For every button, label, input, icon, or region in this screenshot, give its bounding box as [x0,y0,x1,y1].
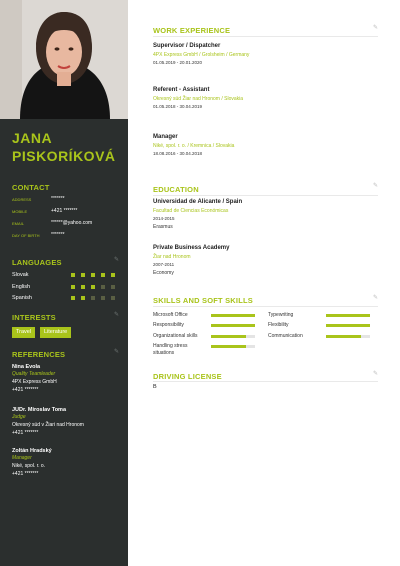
reference-phone: +421 ******* [12,387,39,393]
level-dot [101,285,105,289]
reference-item [12,363,122,394]
level-dot [91,273,95,277]
job-dates: 01.05.2019 - 20.01.2020 [153,60,203,65]
edit-pencil-icon[interactable]: ✎ [373,295,379,301]
contact-value: ******* [51,232,65,238]
job-title: Referent - Assistant [153,87,210,93]
job-dates: 01.05.2018 - 30.04.2019 [153,104,203,109]
edit-pencil-icon[interactable]: ✎ [114,257,120,263]
section-divider [153,195,378,196]
contact-value: ******@yahoo.com [51,220,93,226]
school-dates: 2007-2011 [153,262,175,267]
education-entry [153,198,373,232]
level-dot [101,296,105,300]
level-dot [111,296,115,300]
contact-heading: CONTACT [12,183,50,192]
language-name: English [12,284,31,290]
reference-name: Zoltán Hradský [12,448,52,454]
contact-label: DAY OF BIRTH [12,233,40,238]
school-field: Economy [153,270,174,276]
section-divider [153,381,378,382]
school-field: Erasmus [153,224,173,230]
profile-photo [0,0,128,119]
first-name: JANA [12,130,53,146]
last-name: PISKORÍKOVÁ [12,148,116,164]
skills-heading: SKILLS AND SOFT SKILLS [153,296,253,305]
reference-role: Manager [12,455,32,461]
reference-company: Okresný súd v Žiari nad Hronom [12,422,84,428]
contact-value: ******* [51,196,65,202]
reference-item [12,406,122,437]
level-dot [91,296,95,300]
skill-name: Organizational skills [153,333,198,339]
work-entry [153,133,373,158]
level-dot [71,296,75,300]
contact-email [12,220,122,230]
job-company: Okresný súd Žiar nad Hronom / Slovakia [153,96,244,102]
school-name: Facultad de Ciencias Económicas [153,208,229,214]
education-heading: EDUCATION [153,185,199,194]
skill-name: Communication [268,333,303,339]
driving-license-value: B [153,384,157,390]
reference-item [12,447,122,478]
contact-label: ADDRESS [12,197,32,202]
skill-bar [211,324,255,327]
skill-bar-fill [326,324,370,327]
language-row [12,295,118,304]
contact-label: EMAIL [12,221,25,226]
work-entry [153,86,373,111]
contact-label: MOBILE [12,209,28,214]
interest-tag: Travel [12,327,35,338]
reference-phone: +421 ******* [12,471,39,477]
language-name: Slovak [12,272,29,278]
full-name [12,129,116,165]
skill-bar-fill [211,314,255,317]
level-dot [81,273,85,277]
job-dates: 18.08.2016 - 30.04.2018 [153,151,203,156]
skill-name: Typewriting [268,312,294,318]
reference-role: Quality Teamleader [12,371,56,377]
reference-company: 4PX Express GmbH [12,379,57,385]
level-dot [71,273,75,277]
skill-bar [211,314,255,317]
level-dot [81,296,85,300]
skill-bar-fill [326,335,361,338]
skill-bar [211,345,255,348]
contact-birthday [12,232,122,242]
job-title: Supervisor / Dispatcher [153,43,221,49]
interest-tag: Literature [40,327,71,338]
skill-bar [326,335,370,338]
references-heading: REFERENCES [12,350,66,359]
job-company: 4PX Express GmbH / Grolsheim / Germany [153,52,250,58]
interests-heading: INTERESTS [12,313,56,322]
driving-heading: DRIVING LICENSE [153,372,222,381]
contact-address [12,196,122,206]
reference-name: Nina Evola [12,364,41,370]
section-divider [153,36,378,37]
level-dot [111,285,115,289]
language-name: Spanish [12,295,32,301]
sidebar [0,0,128,566]
skill-bar [326,324,370,327]
skill-name: Microsoft Office [153,312,188,318]
section-divider [153,306,378,307]
edit-pencil-icon[interactable]: ✎ [114,349,120,355]
skill-name: Flexibility [268,322,289,328]
job-title: Manager [153,134,178,140]
skill-bar-fill [211,335,246,338]
level-dot [91,285,95,289]
contact-mobile [12,208,122,218]
edit-pencil-icon[interactable]: ✎ [373,371,379,377]
job-company: Niké, spol. r. o. / Kremnica / Slovakia [153,143,235,149]
languages-heading: LANGUAGES [12,258,62,267]
reference-company: Niké, spol. r. o. [12,463,46,469]
edit-pencil-icon[interactable]: ✎ [114,312,120,318]
school-title: Private Business Academy [153,245,230,251]
skill-bar [211,335,255,338]
work-heading: WORK EXPERIENCE [153,26,231,35]
skill-bar-fill [211,324,255,327]
edit-pencil-icon[interactable]: ✎ [373,25,379,31]
reference-name: JUDr. Miroslav Toma [12,407,66,413]
skill-name: Handling stress situations [153,343,188,356]
school-title: Universidad de Alicante / Spain [153,199,243,205]
education-entry [153,244,373,278]
edit-pencil-icon[interactable]: ✎ [373,183,379,189]
school-name: Žiar nad Hronom [153,254,191,260]
level-dot [101,273,105,277]
skill-bar [326,314,370,317]
language-row [12,272,118,281]
level-dot [111,273,115,277]
skill-bar-fill [211,345,246,348]
level-dot [71,285,75,289]
level-dot [81,285,85,289]
language-row [12,284,118,293]
work-entry [153,42,373,67]
reference-phone: +421 ******* [12,430,39,436]
skill-bar-fill [326,314,370,317]
school-dates: 2014-2015 [153,216,175,221]
skill-name: Responsibility [153,322,184,328]
reference-role: Judge [12,414,26,420]
contact-value: +421 ******* [51,208,78,214]
